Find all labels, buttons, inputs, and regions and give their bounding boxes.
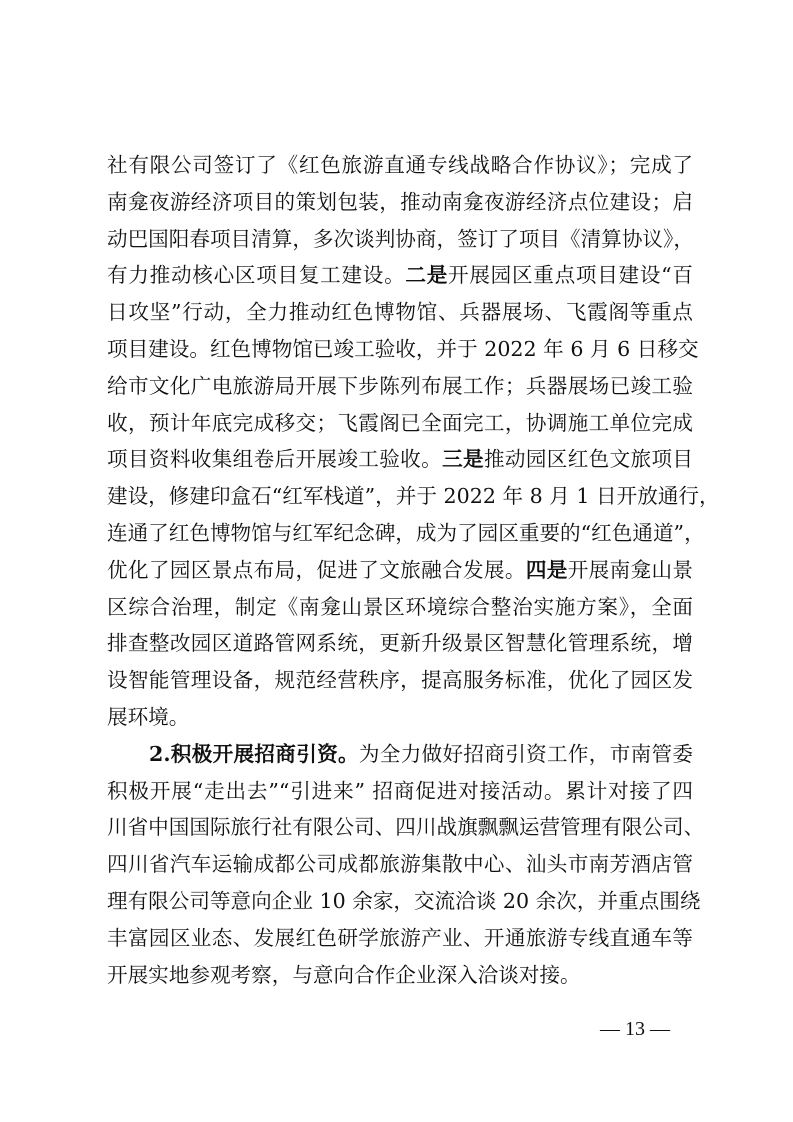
page-number: — 13 — <box>600 1018 670 1040</box>
text-segment: 排查整改园区道路管网系统，更新升级景区智慧化管理系统，增 <box>107 631 693 656</box>
text-line <box>107 552 693 589</box>
text-segment: 南龛夜游经济项目的策划包装，推动南龛夜游经济点位建设；启 <box>107 189 693 214</box>
text-line <box>107 883 701 920</box>
text-segment: 设智能管理设备，规范经营秩序，提高服务标准，优化了园区发 <box>107 668 693 693</box>
text-line <box>107 441 693 478</box>
text-line <box>107 589 693 626</box>
body-text <box>107 147 720 993</box>
text-line <box>107 957 693 994</box>
text-segment: 有力推动核心区项目复工建设。 <box>107 263 406 288</box>
text-line <box>107 147 693 184</box>
text-segment: 区综合治理，制定《南龛山景区环境综合整治实施方案》，全面 <box>107 594 693 619</box>
text-segment: 积极开展“走出去”“引进来” 招商促进对接活动。累计对接了四 <box>107 778 693 803</box>
text-segment: 展环境。 <box>107 704 190 729</box>
text-segment: 开展实地参观考察，与意向合作企业深入洽谈对接。 <box>107 962 581 987</box>
text-segment: 优化了园区景点布局，促进了文旅融合发展。 <box>107 557 526 582</box>
text-segment: 项目资料收集组卷后开展竣工验收。 <box>107 447 443 472</box>
bold-text-segment: 二是 <box>405 263 449 288</box>
text-segment: 理有限公司等意向企业 10 余家，交流洽谈 20 余次，并重点围绕 <box>107 888 701 913</box>
bold-text-segment: 2.积极开展招商引资。 <box>149 741 359 766</box>
text-segment: 川省中国国际旅行社有限公司、四川战旗飘飘运营管理有限公司、 <box>107 815 705 840</box>
text-segment: 给市文化广电旅游局开展下步陈列布展工作；兵器展场已竣工验 <box>107 373 693 398</box>
text-segment: 收，预计年底完成移交；飞霞阁已全面完工，协调施工单位完成 <box>107 410 693 435</box>
text-segment: 开展园区重点项目建设“百 <box>448 263 694 288</box>
text-line <box>107 515 705 552</box>
text-segment: 日攻坚”行动，全力推动红色博物馆、兵器展场、飞霞阁等重点 <box>107 300 693 325</box>
text-segment: 动巴国阳春项目清算，多次谈判协商，签订了项目《清算协议》， <box>107 226 694 251</box>
text-line <box>107 662 693 699</box>
text-segment: 项目建设。红色博物馆已竣工验收，并于 2022 年 6 月 6 日移交 <box>107 336 699 361</box>
text-line <box>107 625 693 662</box>
text-line <box>107 184 693 221</box>
text-line <box>107 294 693 331</box>
text-line <box>107 699 693 736</box>
text-line <box>107 736 693 773</box>
text-line <box>107 846 693 883</box>
text-line <box>107 368 693 405</box>
text-line <box>107 920 693 957</box>
text-segment: 四川省汽车运输成都公司成都旅游集散中心、汕头市南芳酒店管 <box>107 852 693 877</box>
text-segment: 连通了红色博物馆与红军纪念碑，成为了园区重要的“红色通道”， <box>107 520 705 545</box>
text-segment: 丰富园区业态、发展红色研学旅游产业、开通旅游专线直通车等 <box>107 925 693 950</box>
text-line <box>107 221 693 258</box>
text-segment: 为全力做好招商引资工作，市南管委 <box>358 741 693 766</box>
text-line <box>107 331 699 368</box>
text-segment: 社有限公司签订了《红色旅游直通专线战略合作协议》；完成了 <box>107 153 693 177</box>
bold-text-segment: 三是 <box>442 447 484 472</box>
bold-text-segment: 四是 <box>525 557 568 582</box>
text-segment: 开展南龛山景 <box>567 557 694 582</box>
text-line <box>107 405 693 442</box>
text-line <box>107 478 720 515</box>
text-line <box>107 809 705 846</box>
text-line <box>107 773 693 810</box>
text-line <box>107 257 693 294</box>
text-segment: 推动园区红色文旅项目 <box>483 447 694 472</box>
text-segment: 建设，修建印盒石“红军栈道”，并于 2022 年 8 月 1 日开放通行， <box>107 484 720 509</box>
